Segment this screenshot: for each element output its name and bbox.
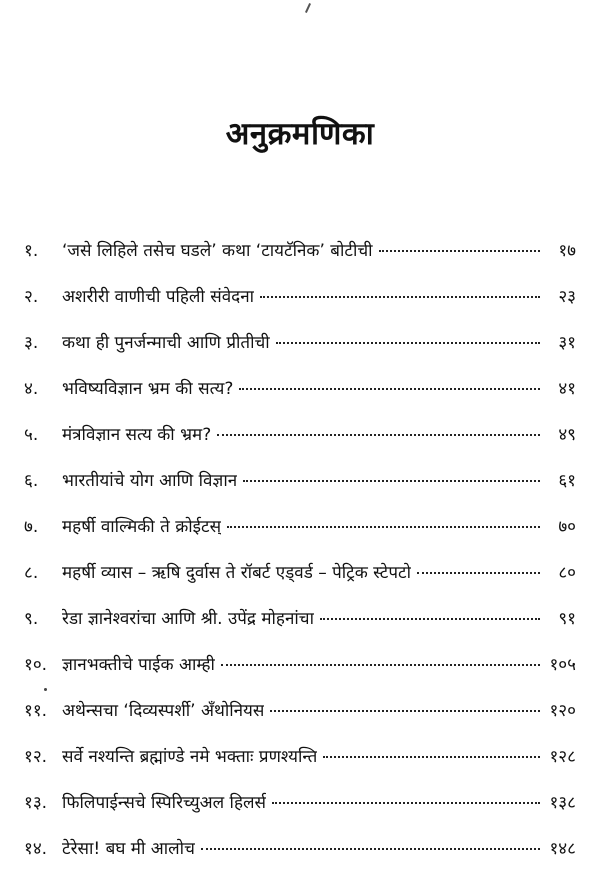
entry-title: रेडा ज्ञानेश्वरांचा आणि श्री. उपेंद्र मोहनांचा: [62, 609, 314, 629]
entry-page-number: ४९: [558, 425, 576, 445]
toc-entry: [24, 698, 576, 744]
entry-title: महर्षी वाल्मिकी ते क्रोईटस्: [62, 517, 222, 537]
entry-title: भविष्यविज्ञान भ्रम की सत्य?: [62, 379, 234, 399]
toc-entry: [24, 238, 576, 284]
entry-page-number: ८०: [558, 563, 576, 583]
entry-page-number: १२०: [549, 701, 576, 721]
entry-title: टेरेसा! बघ मी आलोच: [62, 839, 195, 859]
entry-title: कथा ही पुनर्जन्माची आणि प्रीतीची: [62, 333, 270, 353]
entry-number: १३.: [24, 793, 48, 813]
entry-number: ७.: [24, 517, 39, 537]
toc-entry: [24, 514, 576, 560]
scan-mark: [305, 3, 311, 13]
entry-page-number: १०५: [549, 655, 576, 675]
toc-entry: [24, 284, 576, 330]
entry-number: ८.: [24, 563, 39, 583]
entry-title: अशरीरी वाणीची पहिली संवेदना: [62, 287, 255, 307]
entry-title: फिलिपाईन्सचे स्पिरिच्युअल हिलर्स: [62, 793, 266, 813]
toc-entry: [24, 468, 576, 514]
entry-page-number: ९१: [558, 609, 576, 629]
entry-number: २.: [24, 287, 39, 307]
entry-title: ज्ञानभक्तीचे पाईक आम्ही: [62, 655, 215, 675]
dot-leader: [217, 434, 540, 436]
dot-leader: [201, 848, 540, 850]
dot-leader: [323, 756, 540, 758]
dot-leader: [379, 250, 540, 252]
entry-title: मंत्रविज्ञान सत्य की भ्रम?: [62, 425, 212, 445]
entry-number: ४.: [24, 379, 39, 399]
dot-leader: [276, 342, 540, 344]
dot-leader: [243, 480, 540, 482]
entry-number: ९.: [24, 609, 39, 629]
dot-leader: [272, 802, 540, 804]
entry-title: सर्वे नश्यन्ति ब्रह्मांण्डे नमे भक्ताः प्रणश्यन्ति: [62, 747, 318, 767]
entry-page-number: १४८: [549, 839, 576, 859]
entry-number: ११.: [24, 701, 48, 721]
toc-entry: [24, 744, 576, 790]
toc-entry: [24, 652, 576, 698]
dot-leader: [260, 296, 540, 298]
entry-title: महर्षी व्यास – ऋषि दुर्वास ते रॉबर्ट एड्वर्ड – पेट्रिक स्टेपटो: [62, 563, 411, 583]
entry-page-number: ६१: [558, 471, 576, 491]
entry-page-number: १७: [558, 241, 576, 261]
dot-leader: [320, 618, 540, 620]
entry-title: भारतीयांचे योग आणि विज्ञान: [62, 471, 238, 491]
toc-entry: [24, 560, 576, 606]
dot-leader: [270, 710, 540, 712]
entry-number: ६.: [24, 471, 39, 491]
toc-entry: [24, 376, 576, 422]
entry-number: १०.: [24, 655, 48, 675]
toc-entry: [24, 330, 576, 376]
table-of-contents: [24, 238, 576, 882]
entry-page-number: ७०: [558, 517, 576, 537]
toc-entry: [24, 836, 576, 882]
entry-number: ५.: [24, 425, 39, 445]
entry-number: ३.: [24, 333, 39, 353]
entry-title: अथेन्सचा ‘दिव्यस्पर्शी’ अँथोनियस: [62, 701, 265, 721]
toc-entry: [24, 422, 576, 468]
entry-page-number: ४१: [558, 379, 576, 399]
entry-page-number: २३: [558, 287, 576, 307]
entry-number: १.: [24, 241, 39, 261]
dot-leader: [227, 526, 540, 528]
page-title: अनुक्रमणिका: [225, 116, 375, 152]
dot-leader: [417, 572, 540, 574]
entry-number: १४.: [24, 839, 48, 859]
dot-leader: [221, 664, 540, 666]
toc-entry: [24, 790, 576, 836]
entry-title: ‘जसे लिहिले तसेच घडले’ कथा ‘टायटॅनिक’ बोटीची: [62, 241, 373, 261]
toc-entry: [24, 606, 576, 652]
entry-number: १२.: [24, 747, 48, 767]
entry-page-number: १३८: [549, 793, 576, 813]
entry-page-number: ३१: [558, 333, 576, 353]
dot-leader: [239, 388, 540, 390]
entry-page-number: १२८: [549, 747, 576, 767]
